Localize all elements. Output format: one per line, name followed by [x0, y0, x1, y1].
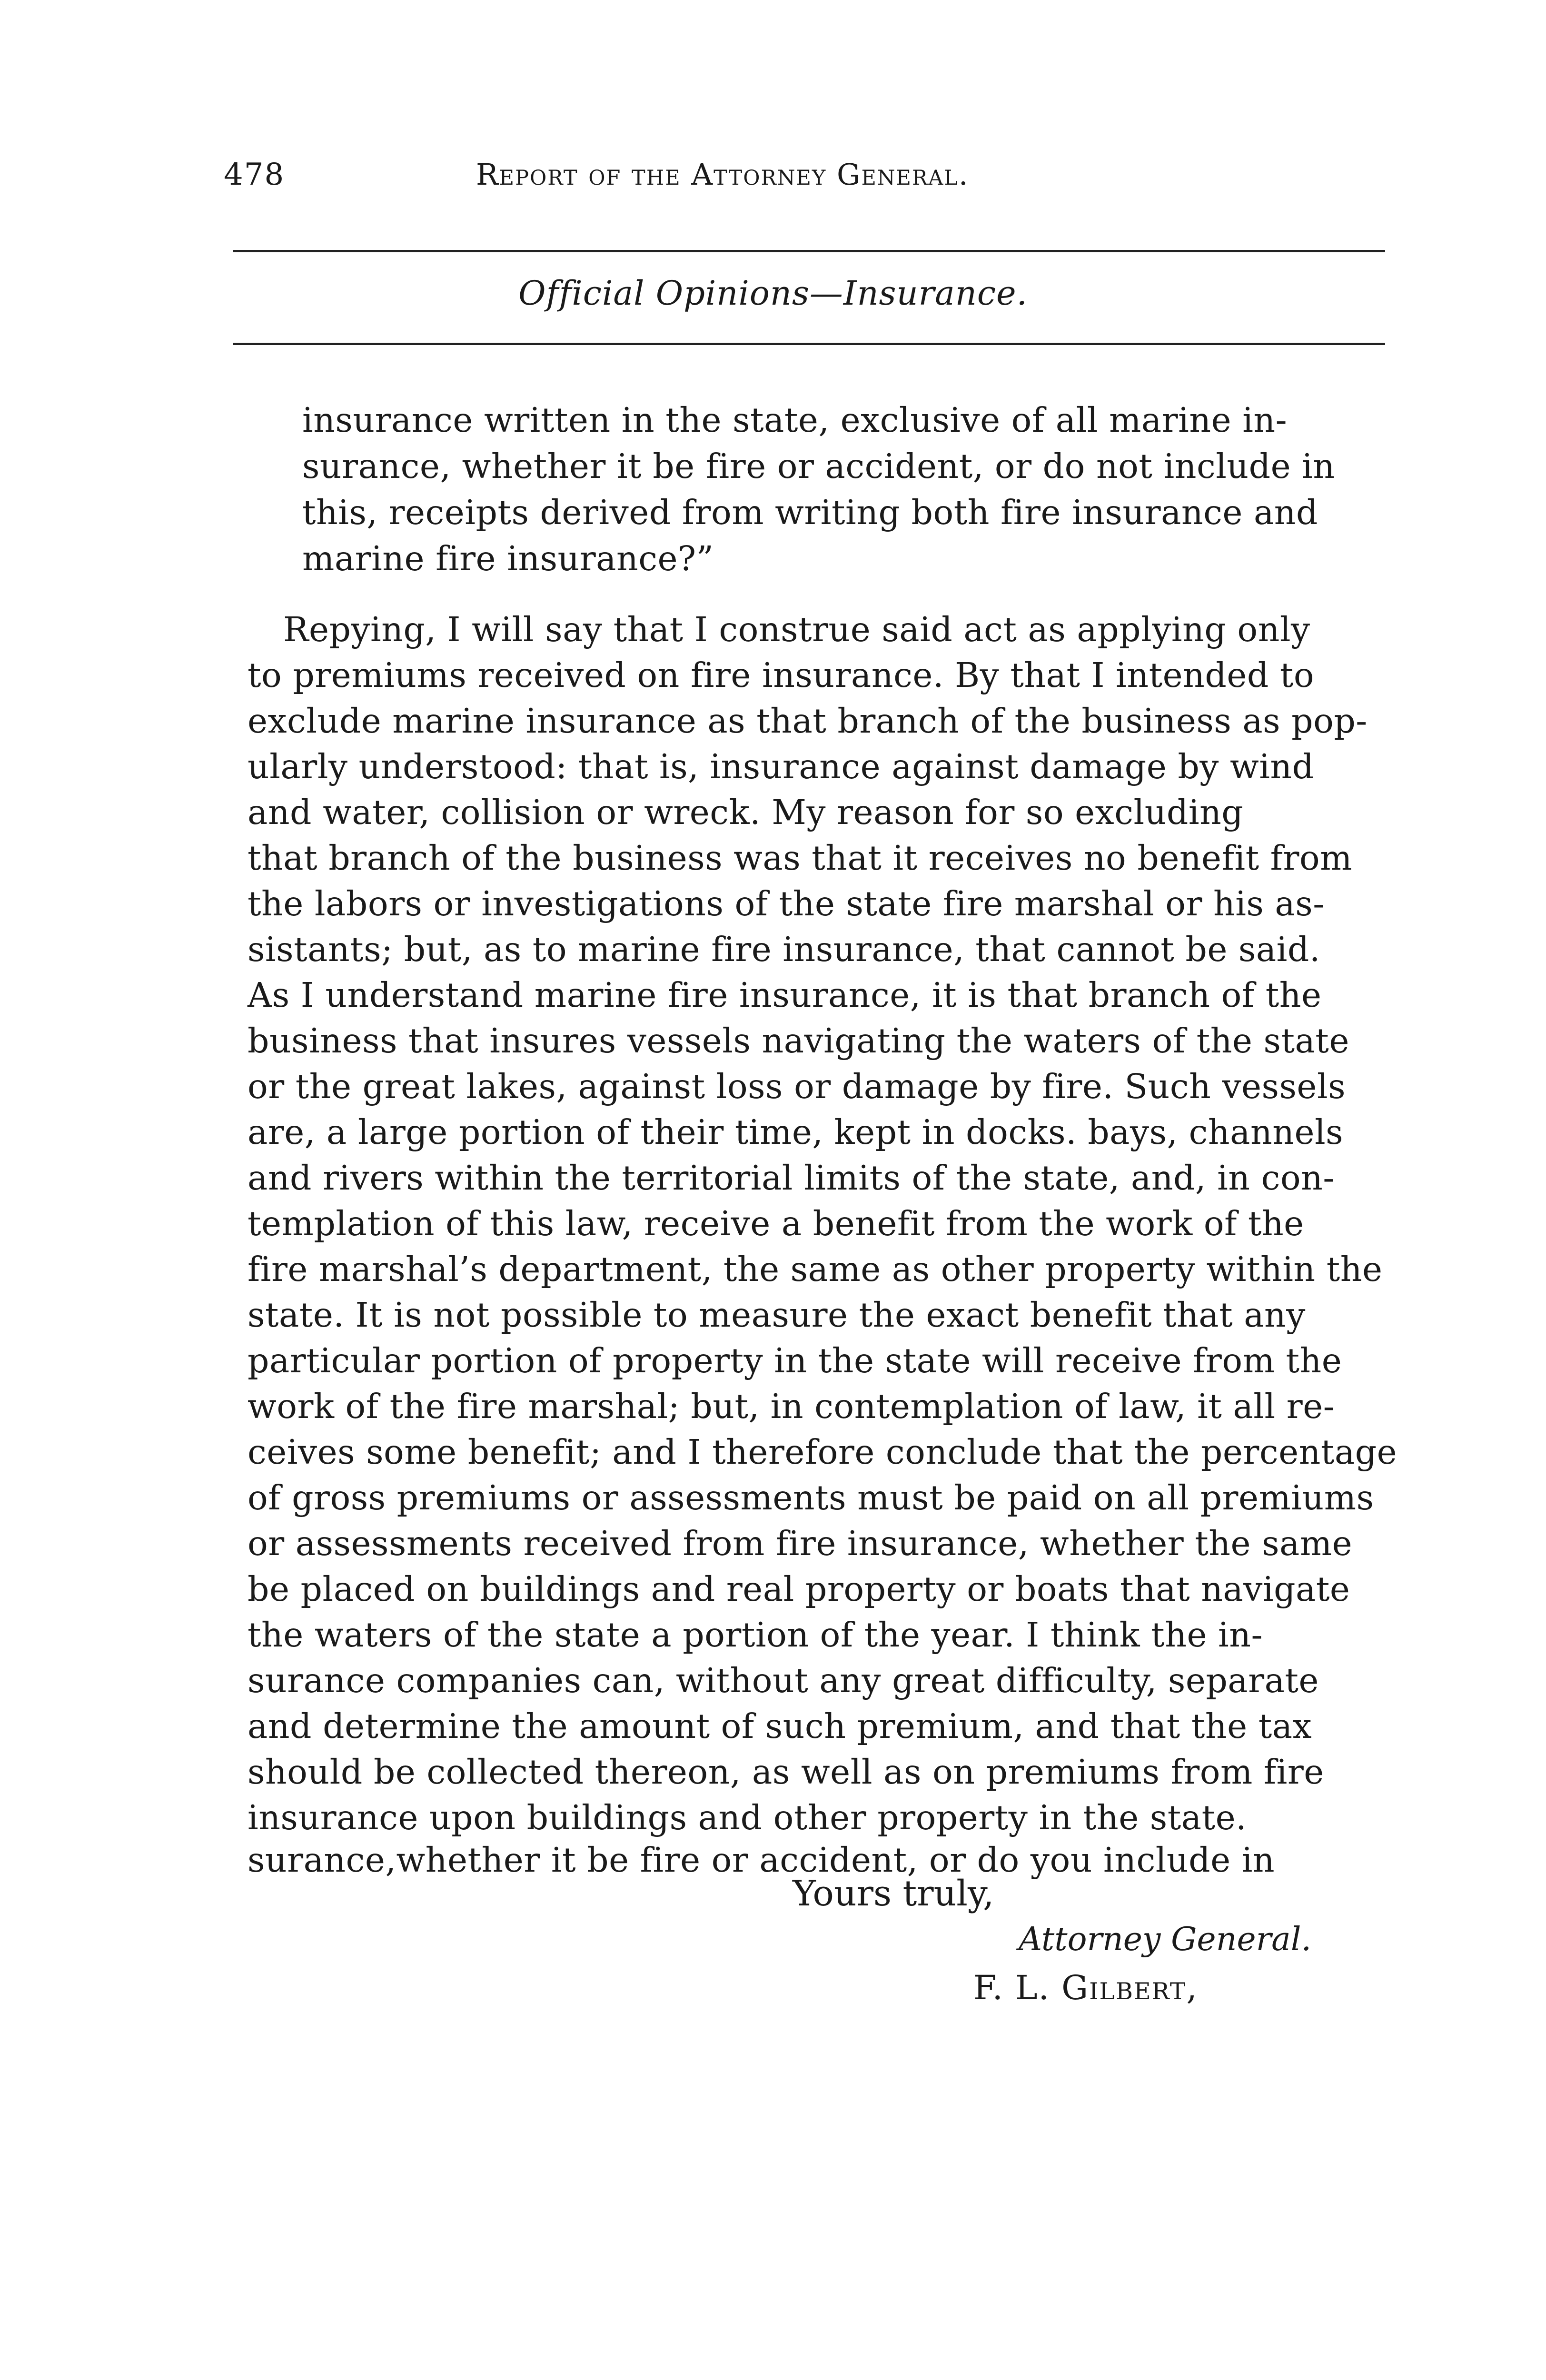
text-line: are, a large portion of their time, kept in docks. bays, channels — [248, 1112, 1344, 1152]
section-title: Official Opinions—Insurance. — [518, 274, 1028, 313]
text-line: Repying, I will say that I construe said act as applying only — [283, 610, 1310, 649]
text-line: the waters of the state a portion of the year. I think the in- — [248, 1615, 1263, 1655]
text-line: As I understand marine fire insurance, it is that branch of the — [248, 975, 1322, 1015]
text-line: or assessments received from fire insurance, whether the same — [248, 1524, 1353, 1563]
text-line: this, receipts derived from writing both fire insurance and — [302, 493, 1318, 532]
page-number: 478 — [224, 157, 285, 192]
text-line: marine fire insurance?” — [302, 539, 714, 578]
text-line: and water, collision or wreck. My reason for so excluding — [248, 793, 1244, 832]
text-line: and determine the amount of such premium, and that the tax — [248, 1706, 1312, 1746]
running-head: Report of the Attorney General. — [476, 157, 969, 192]
text-line: ularly understood: that is, insurance against damage by wind — [248, 747, 1314, 786]
text-line: fire marshal’s department, the same as other property within the — [248, 1250, 1383, 1289]
text-line: or the great lakes, against loss or damage by fire. Such vessels — [248, 1067, 1346, 1106]
signoff-title: Attorney General. — [1019, 1921, 1312, 1958]
text-line: should be collected thereon, as well as on premiums from fire — [248, 1752, 1324, 1792]
closing: Yours truly, — [793, 1873, 994, 1914]
text-line: insurance written in the state, exclusive of all marine in- — [302, 400, 1288, 440]
text-line: surance companies can, without any great difficulty, separate — [248, 1661, 1319, 1700]
text-line: and rivers within the territorial limits of the state, and, in con- — [248, 1158, 1335, 1198]
text-line: of gross premiums or assessments must be paid on all premiums — [248, 1478, 1374, 1517]
text-line: surance, whether it be fire or accident, or do not include in — [302, 446, 1335, 486]
text-line: ceives some benefit; and I therefore conclude that the percentage — [248, 1432, 1397, 1472]
text-line: templation of this law, receive a benefit from the work of the — [248, 1204, 1304, 1243]
header-rule-bottom — [233, 343, 1385, 345]
signer-name: F. L. Gilbert, — [973, 1968, 1198, 2007]
text-line: work of the fire marshal; but, in contemplation of law, it all re- — [248, 1387, 1335, 1426]
text-line: business that insures vessels navigating the waters of the state — [248, 1021, 1349, 1061]
text-line: the labors or investigations of the state fire marshal or his as- — [248, 884, 1325, 923]
text-line: insurance upon buildings and other property in the state. — [248, 1798, 1247, 1837]
text-line: exclude marine insurance as that branch of the business as pop- — [248, 701, 1368, 741]
text-line: to premiums received on fire insurance. By that I intended to — [248, 655, 1315, 695]
text-line: that branch of the business was that it receives no benefit from — [248, 838, 1352, 878]
text-line: sistants; but, as to marine fire insurance, that cannot be said. — [248, 930, 1320, 969]
header-rule-top — [233, 250, 1385, 252]
text-line: surance,whether it be fire or accident, or do you include in — [248, 1840, 1275, 1880]
text-line: state. It is not possible to measure the exact benefit that any — [248, 1295, 1306, 1335]
text-line: particular portion of property in the state will receive from the — [248, 1341, 1342, 1380]
text-line: be placed on buildings and real property or boats that navigate — [248, 1569, 1350, 1609]
